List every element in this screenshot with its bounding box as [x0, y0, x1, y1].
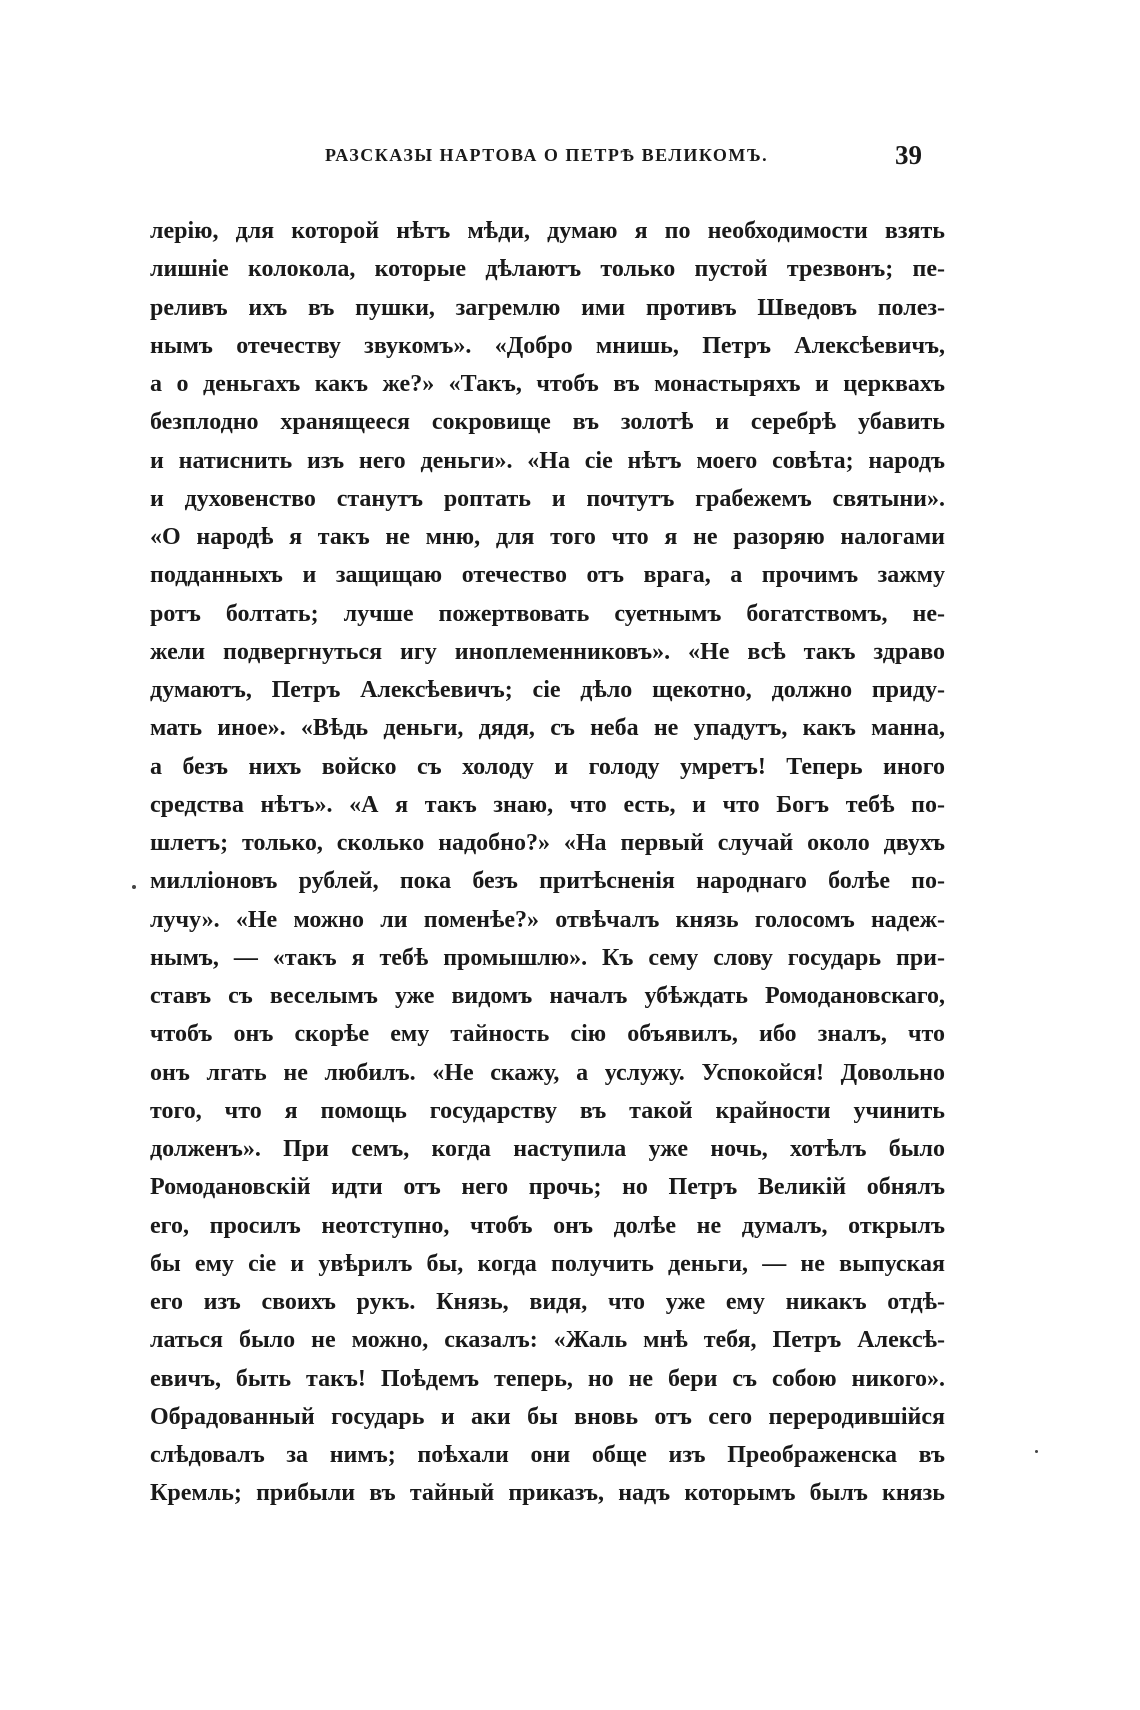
text-line: «О народѣ я такъ не мню, для того что я не разоряю налогами [150, 524, 945, 550]
text-line: безплодно хранящееся сокровище въ золотѣ и серебрѣ убавить [150, 409, 945, 436]
text-line: и духовенство станутъ роптать и почтутъ грабежемъ святыни». [150, 485, 945, 512]
text-line: евичъ, быть такъ! Поѣдемъ теперь, но не бери съ собою никого». [150, 1365, 945, 1392]
text-line: жели подвергнуться игу иноплеменниковъ». «Не всѣ такъ здраво [150, 638, 945, 665]
text-line: а о деньгахъ какъ же?» «Такъ, чтобъ въ монастыряхъ и церквахъ [150, 371, 945, 397]
body-text [150, 212, 945, 1513]
text-line: долженъ». При семъ, когда наступила уже ночь, хотѣлъ было [150, 1136, 945, 1162]
text-line: шлетъ; только, сколько надобно?» «На первый случай около двухъ [150, 830, 945, 856]
text-line: того, что я помощь государству въ такой крайности учинить [150, 1097, 945, 1124]
text-line: лишніе колокола, которые дѣлаютъ только пустой трезвонъ; пе- [150, 256, 945, 283]
scan-speck [132, 885, 136, 889]
text-line: средства нѣтъ». «А я такъ знаю, что есть, и что Богъ тебѣ по- [150, 791, 945, 818]
text-line: его, просилъ неотступно, чтобъ онъ долѣе не думалъ, открылъ [150, 1212, 945, 1239]
text-line: нымъ, — «такъ я тебѣ промышлю». Къ сему слову государь при- [150, 944, 945, 971]
text-line: Обрадованный государь и аки бы вновь отъ сего переродившійся [150, 1403, 945, 1430]
text-line: латься было не можно, сказалъ: «Жаль мнѣ тебя, Петръ Алексѣ- [150, 1327, 945, 1354]
text-line: ставъ съ веселымъ уже видомъ началъ убѣждать Ромодановскаго, [150, 983, 945, 1009]
text-line: Кремль; прибыли въ тайный приказъ, надъ которымъ былъ князь [150, 1480, 945, 1507]
text-line: милліоновъ рублей, пока безъ притѣсненія народнаго болѣе по- [150, 868, 945, 895]
text-line: а безъ нихъ войско съ холоду и голоду умретъ! Теперь иного [150, 753, 945, 780]
text-line: подданныхъ и защищаю отечество отъ врага, а прочимъ зажму [150, 562, 945, 589]
text-line: мать иное». «Вѣдь деньги, дядя, съ неба не упадутъ, какъ манна, [150, 715, 945, 742]
text-line: его изъ своихъ рукъ. Князь, видя, что уже ему никакъ отдѣ- [150, 1289, 945, 1315]
text-line: и натиснить изъ него деньги». «На сіе нѣтъ моего совѣта; народъ [150, 447, 945, 474]
text-line: реливъ ихъ въ пушки, загремлю ими противъ Шведовъ полез- [150, 294, 945, 321]
scan-speck [1035, 1450, 1038, 1453]
page-number: 39 [895, 140, 922, 170]
running-head: РАЗСКАЗЫ НАРТОВА О ПЕТРѢ ВЕЛИКОМЪ. [325, 145, 769, 165]
text-line: лерію, для которой нѣтъ мѣди, думаю я по необходимости взять [150, 218, 945, 244]
text-line: чтобъ онъ скорѣе ему тайность сію объявилъ, ибо зналъ, что [150, 1021, 945, 1048]
text-line: бы ему сіе и увѣрилъ бы, когда получить деньги, — не выпуская [150, 1250, 945, 1277]
text-line: лучу». «Не можно ли поменѣе?» отвѣчалъ князь голосомъ надеж- [150, 906, 945, 933]
text-line: думаютъ, Петръ Алексѣевичъ; сіе дѣло щекотно, должно приду- [150, 677, 945, 703]
text-line: Ромодановскій идти отъ него прочь; но Петръ Великій обнялъ [150, 1174, 945, 1201]
text-line: онъ лгать не любилъ. «Не скажу, а услужу. Успокойся! Довольно [150, 1059, 945, 1086]
text-line: ротъ болтать; лучше пожертвовать суетнымъ богатствомъ, не- [150, 600, 945, 627]
text-line: слѣдовалъ за нимъ; поѣхали они обще изъ Преображенска въ [150, 1442, 945, 1468]
text-line: нымъ отечеству звукомъ». «Добро мнишь, Петръ Алексѣевичъ, [150, 332, 945, 359]
